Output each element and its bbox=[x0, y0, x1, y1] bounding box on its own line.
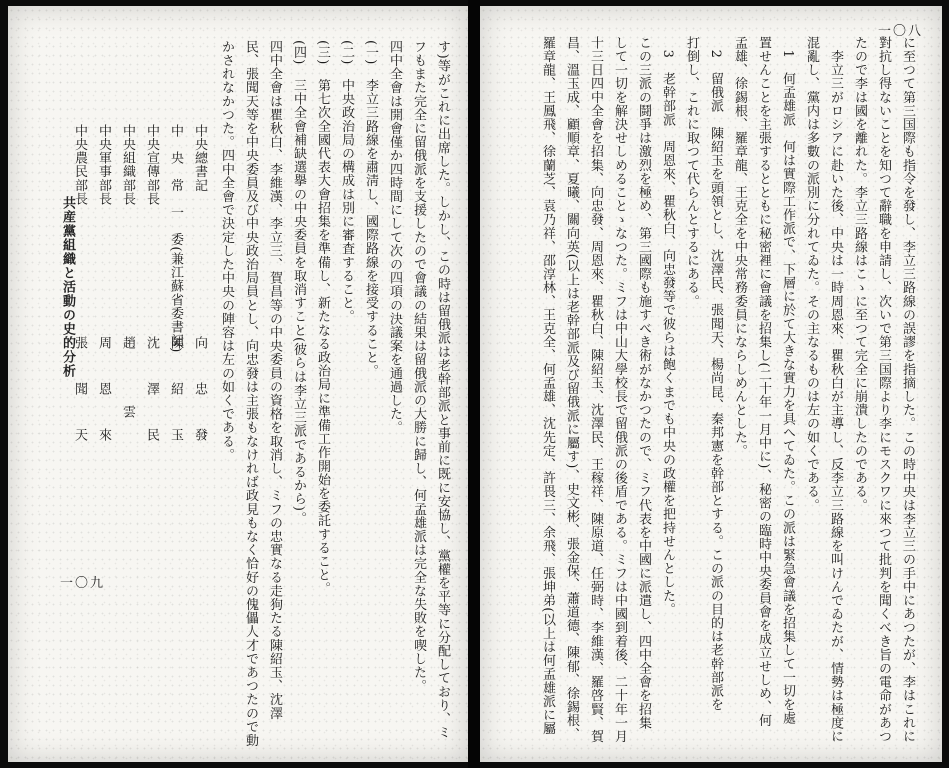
officer-name: 陳 紹 玉 bbox=[168, 336, 183, 451]
text-line: 孟雄、徐錫根、羅章龍、王克全を中央常務委員にならしめんとした。 bbox=[732, 36, 747, 458]
running-head: 共産黨組織と活動の史的分析 bbox=[60, 196, 75, 378]
page-number-right: 一〇八 bbox=[878, 24, 924, 39]
text-line: 四中全會は瞿秋白、李維漢、李立三、賀昌等の中央委員の資格を取消し、ミフの忠實なる走狗たる陳紹玉、沈澤 bbox=[267, 40, 282, 720]
text-line: (三) 第七次全國代表大會招集を準備し、新たなる政治局に準備工作開始を委託すること。 bbox=[315, 40, 330, 596]
text-line: 混亂し、黨内は多數の派別に分れてゐた。その主なるものは左の如くである。 bbox=[804, 36, 819, 512]
text-line: (一) 李立三路線を肅淸し、國際路線を接受すること。 bbox=[363, 40, 378, 378]
book-spine bbox=[468, 0, 480, 768]
text-line: 民、張聞天等を中央委員及び中央政治局員とし、向忠發は主張もなければ政見もなく恰好の傀儡人才であつたので動 bbox=[243, 40, 258, 748]
text-line: 1 何孟雄派 何は實際工作派で、下層に於て大きな實力を具へてゐた。この派は緊急會議を招集して一切を處 bbox=[780, 36, 795, 725]
officer-name: 張 聞 天 bbox=[72, 336, 87, 451]
text-line: に至つて第三国際も指令を發し、李立三路線の誤謬を指摘した。この時中央は李立三の手中にあつたが、李はこれに bbox=[900, 36, 915, 744]
officer-title: 中央農民部長 bbox=[72, 124, 87, 206]
text-line: この三派の鬪爭は激烈を極め、第三國際も施すべき術がなかつたので、ミフ代表を中國に派遣し、四中全會を招集 bbox=[636, 36, 651, 730]
text-line: フもまた完全に留俄派を支援したので會議の結果は留俄派の大勝に歸し、何孟雄派は完全な失敗を喫した。 bbox=[411, 40, 426, 693]
text-line: 四中全會は開會僅か四時間にして次の四項の決議案を通過した。 bbox=[387, 40, 402, 435]
text-line: 打倒し、これに取つて代らんとするにある。 bbox=[684, 36, 699, 308]
officer-title: 中央軍事部長 bbox=[96, 124, 111, 206]
text-line: 2 留俄派 陳紹玉を頭領とし、沈澤民、張聞天、楊尚昆、秦邦憲を幹部とする。この派の目的は老幹部派を bbox=[708, 36, 723, 712]
text-line: かされなかつた。四中全會で決定した中央の陣容は左の如くである。 bbox=[219, 40, 234, 462]
left-page bbox=[8, 6, 468, 762]
officer-name: 向 忠 發 bbox=[192, 336, 207, 451]
text-line: 昌、溫玉成、顧順章、夏曦、關向英(以上は老幹部派及び留俄派に屬す)、史文彬、張金保、蕭道德、陳郁、徐錫根、 bbox=[564, 36, 579, 741]
officer-name: 趙 雲 bbox=[120, 336, 135, 428]
text-line: 置せんことを主張するとともに秘密裡に會議を招集し(二十年一月中に)、秘密の臨時中央委員會を成立せしめ、何 bbox=[756, 36, 771, 728]
text-line: 李立三がロシアに赴いた後、中央は一時周恩來、瞿秋白が主導し、反李立三路線を叫けんでゐたが、情勢は極度に bbox=[828, 36, 843, 744]
page-number-left: 一〇九 bbox=[60, 576, 106, 591]
text-line: して一切を解決せしめることゝなつた。ミフは中山大學校長で留俄派の後盾である。ミフは中國到着後、二十年一月 bbox=[612, 36, 627, 744]
officer-title: 中央總書記 bbox=[192, 124, 207, 192]
text-line: 對抗し得ないことを知つて辭職を申請し、次いで第三国際より李にモスクワに來つて批判を聞くべき旨の電命があつ bbox=[876, 36, 891, 744]
text-line: 十三日四中全會を招集、向忠發、周恩來、瞿秋白、陳紹玉、沈澤民、王稼祥、陳原道、任弼時、李維漢、羅啓賢、賀 bbox=[588, 36, 603, 744]
text-line: (二) 中央政治局の構成は別に審査すること。 bbox=[339, 40, 354, 324]
text-line: (四) 三中全會補缺選擧の中央委員を取消すこと(彼らは李立三派であるから)。 bbox=[291, 40, 306, 526]
officer-title: 中 央 常 一 委(兼江蘇省委書記) bbox=[168, 124, 183, 353]
right-page bbox=[480, 6, 942, 762]
officer-title: 中央組織部長 bbox=[120, 124, 135, 206]
text-line: す)等がこれに出席した。しかし、この時は留俄派は老幹部派と事前に既に安協し、黨權を平等に分配しており、ミ bbox=[435, 40, 450, 740]
officer-name: 周 恩 來 bbox=[96, 336, 111, 451]
officer-name: 沈 澤 民 bbox=[144, 336, 159, 451]
text-line: 3 老幹部派 周恩來、瞿秋白、向忠發等で彼らは飽くまでも中央の政權を把持せんとした。 bbox=[660, 36, 675, 617]
text-line: たので李は國を離れた。李立三路線はこゝに至つて完全に崩潰したのである。 bbox=[852, 36, 867, 512]
officer-title: 中央宣傳部長 bbox=[144, 124, 159, 206]
text-line: 羅章龍、王鳳飛、徐蘭芝、袁乃祥、邵淳林、王克全、何孟雄、沈先定、許畏三、余飛、張坤弟(以上は何孟雄派に屬 bbox=[540, 36, 555, 736]
